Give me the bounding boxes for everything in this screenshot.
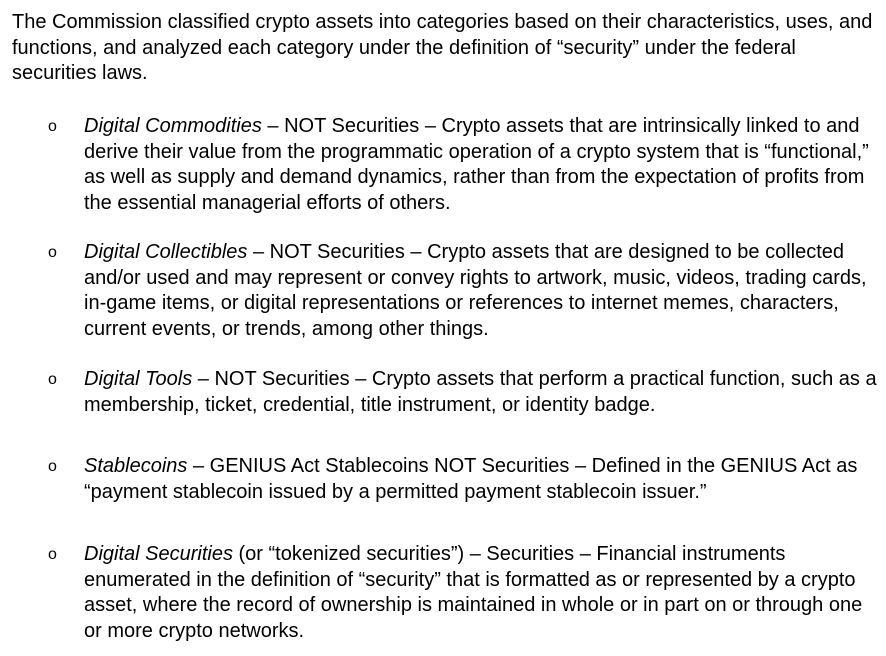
hollow-bullet-icon: o <box>48 244 57 261</box>
category-term: Digital Commodities <box>84 115 262 137</box>
list-item-digital-commodities <box>48 114 884 216</box>
category-description: – GENIUS Act Stablecoins NOT Securities – Defined in the GENIUS Act as “payment stablecoin issued by a permitted payment stablecoin issuer.” <box>84 455 858 503</box>
list-item-digital-securities <box>48 542 884 644</box>
hollow-bullet-icon: o <box>48 458 57 475</box>
intro-paragraph: The Commission classified crypto assets into categories based on their characteristics, uses, and functions, and analyzed each category under the definition of “security” under the federal securities laws. <box>12 11 873 84</box>
category-term: Digital Tools <box>84 368 193 390</box>
list-item-digital-tools <box>48 367 884 418</box>
category-description: – NOT Securities – Crypto assets that are intrinsically linked to and derive their value from the programmatic operation of a crypto system that is “functional,” as well as supply and demand dynamics, rather than from the expectation of profits from the essential managerial efforts of others. <box>84 115 869 214</box>
category-description: – NOT Securities – Crypto assets that perform a practical function, such as a membership, ticket, credential, title instrument, or identity badge. <box>84 368 877 416</box>
list-item-stablecoins <box>48 454 884 505</box>
category-term: Digital Securities <box>84 543 233 565</box>
category-term: Stablecoins <box>84 455 188 477</box>
category-description: (or “tokenized securities”) – Securities – Financial instruments enumerated in the definition of “security” that is formatted as or represented by a crypto asset, where the record of ownership is maintained in whole or in part on or through one or more crypto networks. <box>84 543 863 642</box>
hollow-bullet-icon: o <box>48 371 57 388</box>
category-description: – NOT Securities – Crypto assets that are designed to be collected and/or used and may represent or convey rights to artwork, music, videos, trading cards, in-game items, or digital representations or references to internet memes, characters, current events, or trends, among other things. <box>84 241 867 340</box>
hollow-bullet-icon: o <box>48 118 57 135</box>
hollow-bullet-icon: o <box>48 546 57 563</box>
list-item-digital-collectibles <box>48 240 884 342</box>
category-term: Digital Collectibles <box>84 241 248 263</box>
